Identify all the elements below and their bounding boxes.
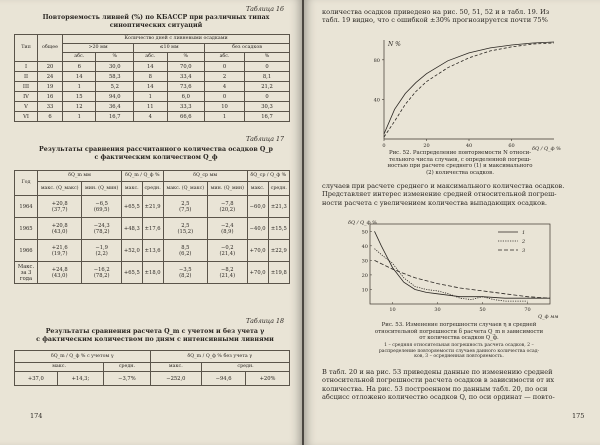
fig53-y-ticks (362, 229, 372, 293)
fig53-legend-label: 3 (522, 248, 526, 254)
table-cell: 30,0 (96, 62, 134, 72)
table-cell: 1 (205, 112, 245, 122)
fig52-x-tick-label: 20 (423, 143, 430, 149)
fig53-y-tick-label: 40 (361, 243, 368, 250)
fig53-legend-label: 2 (522, 239, 526, 245)
fig53-legend (498, 230, 525, 254)
figure-52-caption: Рис. 52. Распределение повторяемости N относи- тельного числа случаев, с определенной погреш- ностью при расчете среднего (1) и максимального (2) количества осадков. (387, 150, 533, 176)
table-cell: 33,4 (167, 72, 205, 82)
fig53-frame (370, 224, 550, 304)
fig53-x-tick-label: 30 (434, 307, 441, 313)
table-cell: +20,8 (37,7) (38, 196, 82, 218)
table-row (15, 82, 290, 92)
table-cell: 33 (38, 102, 63, 112)
fig52-series-2-line (384, 43, 554, 137)
fig53-series-2-line (375, 249, 528, 301)
table-cell: 1966 (15, 240, 38, 262)
table-cell: 10 (205, 102, 245, 112)
table-cell: 73,6 (167, 82, 205, 92)
table-cell: 21,2 (245, 82, 290, 92)
fig53-y-tick-label: 30 (361, 258, 368, 265)
fig53-y-tick-label: 50 (361, 229, 368, 236)
table-cell: 14 (134, 82, 167, 92)
table18-label: Таблица 18 (245, 318, 284, 325)
figure-52-chart (364, 34, 564, 154)
table-cell: 8,1 (245, 72, 290, 82)
table-row (15, 92, 290, 102)
table-cell: +20,8 (43,0) (38, 218, 82, 240)
table-cell: 0 (245, 62, 290, 72)
table-cell: 2,5 (7,5) (163, 196, 207, 218)
fig53-y-label: δQ / Q_ф % (348, 220, 377, 226)
table-cell: +65,5 (122, 262, 143, 284)
fig53-legend-label: 1 (522, 230, 526, 236)
table-cell: 0 (205, 62, 245, 72)
table16: Тип общее Количество дней с ливневыми осадками >20 мм ≤10 мм без осадков абс. % абс. % абс. % I 20 6 30,0 14 70,0 0 0 II 24 14 58,3 8 33,4 2 8,1 III 19 1 5,2 14 73,6 4 21,2 IV 16 15 94,0 1 6,0 0 0 V 33 12 36,4 11 33,3 10 30,3 VI 6 1 16,7 4 66,6 1 16,7 (14, 34, 290, 122)
table-cell: 94,0 (96, 92, 134, 102)
table-cell: 1965 (15, 218, 38, 240)
fig53-series-3-line (375, 260, 551, 298)
table16-label: Таблица 16 (245, 6, 284, 13)
table-cell: Макс. за 3 года (15, 262, 38, 284)
table-cell: 8,5 (6,2) (163, 240, 207, 262)
fig53-x-ticks (389, 302, 530, 313)
table-cell: 24 (38, 72, 63, 82)
table-cell: 12 (63, 102, 96, 112)
table-cell: 5,2 (96, 82, 134, 92)
table-cell: +52,0 (122, 240, 143, 262)
table-cell: 19 (38, 82, 63, 92)
fig52-x-tick-label: 60 (508, 143, 515, 149)
fig52-x-tick-label: 40 (465, 143, 473, 149)
fig53-x-label: Q_ф мм (538, 314, 559, 320)
table16-body (15, 62, 290, 122)
table-row (15, 102, 290, 112)
table-cell: ±22,9 (268, 240, 289, 262)
table-cell: −1,9 (2,2) (82, 240, 122, 262)
table-cell: 14 (63, 72, 96, 82)
table-cell: 1 (63, 112, 96, 122)
table-cell: 20 (38, 62, 63, 72)
table-cell: −2,4 (8,9) (208, 218, 248, 240)
table-cell: 66,6 (167, 112, 205, 122)
table-cell: ±15,5 (268, 218, 289, 240)
table-cell: −24,3 (78,2) (82, 218, 122, 240)
table-cell: −8,2 (21,4) (208, 262, 248, 284)
table-cell: V (15, 102, 38, 112)
fig52-x-ticks (382, 139, 514, 149)
table-cell: 1 (134, 92, 167, 102)
col-total: общее (38, 35, 63, 62)
table-cell: ±13,6 (142, 240, 163, 262)
table-cell: IV (15, 92, 38, 102)
table-cell: 6 (63, 62, 96, 72)
table17: Год δQ_m мм δQ_m / Q_ф % δQ_cp мм δQ_cp / Q_ф % макс. (Q_макс) мин. (Q_мин) макс. средн. макс. (Q_макс) мин. (Q_мин) макс. средн. 1964 +20,8 (37,7) −6,5 (69,5) +65,5 ±21,9 2,5 (7,5) −7,8 (20,2) −60,0 ±21,3 1965 +20,8 (43,0) −24,3 (78,2) +48,3 ±17,6 2,5 (15,2) −2,4 (8,9) −40,0 ±15,5 1966 +21,6 (19,7) −1,9 (2,2) +52,0 ±13,6 8,5 (6,2) −0,2 (21,4) +70,0 ±22,9 Макс. за 3 года +24,8 (43,0) −16,2 (78,2) +65,5 ±18,0 −3,5 (8,2) −8,2 (21,4) +70,0 ±19,8 (14, 170, 290, 284)
table-cell: −3,5 (8,2) (163, 262, 207, 284)
table-cell: 6,0 (167, 92, 205, 102)
table-cell: +48,3 (122, 218, 143, 240)
table-cell: ±17,6 (142, 218, 163, 240)
fig53-y-tick-label: 10 (361, 287, 368, 294)
table-cell: +70,0 (247, 262, 268, 284)
page-number-left: 174 (30, 412, 43, 420)
table-cell: +24,8 (43,0) (38, 262, 82, 284)
table-cell: ±21,3 (268, 196, 289, 218)
table-cell: 15 (63, 92, 96, 102)
table-cell: 11 (134, 102, 167, 112)
table16-title: Повторяемость ливней (%) по КБАССР при различных типах синоптических ситуаций (42, 14, 270, 29)
figure-53-legend-text: 1 – средняя относительная погрешность расчета осадков, 2 – распределение повторяемости случаев данного количества осад- ков, 3 – осредненная повторяемость. (378, 343, 540, 360)
table-cell: II (15, 72, 38, 82)
table-row (15, 196, 290, 218)
fig52-y-ticks (374, 58, 384, 104)
fig53-x-tick-label: 10 (389, 307, 396, 313)
table-cell: 6 (38, 112, 63, 122)
figure-53-chart (348, 218, 566, 322)
table17-label: Таблица 17 (245, 136, 284, 143)
table-cell: III (15, 82, 38, 92)
table-cell: 1 (63, 82, 96, 92)
table-cell: 2,5 (15,2) (163, 218, 207, 240)
table-cell: ±18,0 (142, 262, 163, 284)
table-cell: ±19,8 (268, 262, 289, 284)
table-cell: 70,0 (167, 62, 205, 72)
table-cell: 16,7 (96, 112, 134, 122)
fig52-y-tick-label: 80 (373, 57, 380, 64)
fig52-lines (384, 42, 554, 137)
table-cell: −16,2 (78,2) (82, 262, 122, 284)
figure-53-caption: Рис. 53. Изменение погрешности случаев η в средней относительной погрешности δ расчета Q_m в зависимости от количества осадков Q_ф. (374, 322, 544, 342)
table-cell: 4 (134, 112, 167, 122)
fig52-x-tick-label: 0 (382, 143, 386, 149)
table-cell: +65,5 (122, 196, 143, 218)
table-row (15, 72, 290, 82)
page-number-right: 175 (572, 412, 585, 420)
table-cell: −60,0 (247, 196, 268, 218)
top-paragraph: количества осадков приведено на рис. 50, 51, 52 и в табл. 19. Из табл. 19 видно, что с ошибкой ±30% прогнозируется почти 75% (322, 8, 550, 25)
table-cell: +21,6 (19,7) (38, 240, 82, 262)
table18: δQ_m / Q_ф % с учетом γ δQ_m / Q_ф % без учета γ макс. средн. макс. средн. +37,0 +14,3; −3,7% −252,0 −94,6 +20% (14, 350, 290, 386)
table17-body (15, 196, 290, 284)
table-cell: 16,7 (245, 112, 290, 122)
table18-row: +37,0 +14,3; −3,7% −252,0 −94,6 +20% (15, 372, 290, 386)
table-cell: 36,4 (96, 102, 134, 112)
fig53-y-tick-label: 20 (361, 272, 368, 279)
table-cell: 30,3 (245, 102, 290, 112)
table-cell: 1964 (15, 196, 38, 218)
table-row (15, 112, 290, 122)
table-cell: 0 (205, 92, 245, 102)
table-row (15, 218, 290, 240)
table-cell: −40,0 (247, 218, 268, 240)
fig52-y-tick-label: 40 (373, 97, 380, 104)
table-row (15, 262, 290, 284)
days-header: Количество дней с ливневыми осадками (63, 35, 290, 44)
table-cell: 4 (205, 82, 245, 92)
table-cell: −7,8 (20,2) (208, 196, 248, 218)
table-cell: −0,2 (21,4) (208, 240, 248, 262)
table18-title: Результаты сравнения расчета Q_m с учетом и без учета γ с фактическим количеством по дням с интенсивными ливнями (36, 328, 274, 343)
table-cell: 33,3 (167, 102, 205, 112)
col-type: Тип (15, 35, 38, 62)
fig52-y-label: N % (388, 41, 401, 48)
table-cell: 8 (134, 72, 167, 82)
fig52-x-label: δQ / Q_ф % (532, 146, 561, 152)
table-cell: +70,0 (247, 240, 268, 262)
table-cell: 16 (38, 92, 63, 102)
table-cell: 14 (134, 62, 167, 72)
table17-title: Результаты сравнения рассчитанного количества осадков Q_p с фактическим количеством Q_ф (39, 146, 273, 161)
table-cell: ±21,9 (142, 196, 163, 218)
table-row (15, 62, 290, 72)
middle-paragraph: случаев при расчете среднего и максимального количества осадков. Представляет интерес изменение средней относительной погреш- ности расчета с увеличением количества выпадающих осадков. (322, 182, 565, 207)
right-page (304, 0, 600, 445)
table-cell: 58,3 (96, 72, 134, 82)
fig52-series-1-line (384, 42, 554, 134)
table-cell: I (15, 62, 38, 72)
table-row (15, 240, 290, 262)
table-cell: 0 (245, 92, 290, 102)
fig53-x-tick-label: 70 (524, 307, 531, 313)
bottom-paragraph: В табл. 20 и на рис. 53 приведены данные по изменению средней относительной погрешности расчета осадков в зависимости от их количества. На рис. 53 построенном по данным табл. 20, по оси абсцисс отложено количество осадков Q, по оси ординат — повто- (322, 368, 555, 402)
fig53-x-tick-label: 50 (479, 307, 486, 313)
table-cell: VI (15, 112, 38, 122)
table-cell: −6,5 (69,5) (82, 196, 122, 218)
table-cell: 2 (205, 72, 245, 82)
